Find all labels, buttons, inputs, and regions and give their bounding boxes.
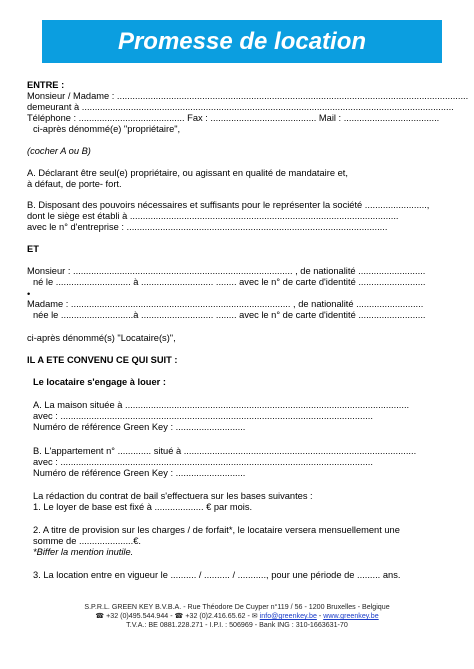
convenu-heading: IL A ETE CONVENU CE QUI SUIT : [27, 355, 178, 365]
owner-designation: ci-après dénommé(e) "propriétaire", [33, 124, 181, 134]
rent-line: 1. Le loyer de base est fixé à ................... € par mois. [33, 502, 253, 512]
footer-phone: ☎ +32 (0)495.544.944 - ☎ +32 (0)2.416.65.62 - ✉ [95, 612, 260, 620]
option-b-line-2: dont le siège est établi à ........................................................................................................ [27, 211, 399, 221]
footer-separator: - [316, 612, 324, 620]
title-banner [42, 20, 442, 63]
footer-contact-line [0, 612, 474, 621]
footer-email-link[interactable]: info@greenkey.be [259, 612, 317, 620]
owner-name-line: Monsieur / Madame : ........................................................................................................................................ [27, 91, 469, 101]
choose-option-note: (cocher A ou B) [27, 146, 91, 156]
footer-registration-line: T.V.A.: BE 0881.228.271 - I.P.I. : 506969 - Bank ING : 310-1663631-70 [126, 621, 348, 629]
house-line-2: avec : ......................................................................................................................... [33, 411, 373, 421]
provision-line-1: 2. A titre de provision sur les charges / de forfait*, le locataire versera mensuellement une [33, 525, 400, 535]
house-reference-line: Numéro de référence Green Key : ........................... [33, 422, 246, 432]
option-a-line-2: à défaut, de porte- fort. [27, 179, 122, 189]
option-b-line-1: B. Disposant des pouvoirs nécessaires et suffisants pour le représenter la société ........................, [27, 200, 430, 210]
apartment-reference-line: Numéro de référence Green Key : ........................... [33, 468, 246, 478]
apartment-line-1: B. L'appartement n° ............. situé à .......................................................................................... [33, 446, 417, 456]
tenant1-birth-line: né le ............................. à ............................ ........ avec le n° de carte d'identité .......................... [33, 277, 426, 287]
footer-company-address: S.P.R.L. GREEN KEY B.V.B.A. - Rue Théodore De Cuyper n°119 / 56 - 1200 Bruxelles - Belgique [84, 603, 390, 611]
lease-start-line: 3. La location entre en vigueur le .......... / .......... / ..........., pour une période de ......... ans. [33, 570, 401, 580]
option-a-line-1: A. Déclarant être seul(e) propriétaire, ou agissant en qualité de mandataire et, [27, 168, 348, 178]
strike-mention-note: *Biffer la mention inutile. [33, 547, 134, 557]
house-line-1: A. La maison située à .............................................................................................................. [33, 400, 410, 410]
option-b-line-3: avec le n° d'entreprise : ..................................................................................................... [27, 222, 388, 232]
footer-website-link[interactable]: www.greenkey.be [323, 612, 379, 620]
apartment-line-2: avec : ......................................................................................................................... [33, 457, 373, 467]
tenant-designation: ci-après dénommé(s) "Locataire(s)", [27, 333, 176, 343]
owner-address-line: demeurant à ................................................................................................................................................ [27, 102, 454, 112]
document-title: Promesse de location [117, 27, 367, 55]
redaction-line: La rédaction du contrat de bail s'effectuera sur les bases suivantes : [33, 491, 313, 501]
tenant2-name-line: Madame : ..................................................................................... , de nationalité .......................... [27, 299, 424, 309]
provision-line-2: somme de .....................€. [33, 536, 141, 546]
owner-contact-line: Téléphone : ......................................... Fax : ......................................... Mail : ..................................... [27, 113, 440, 123]
entre-heading: ENTRE : [27, 80, 65, 90]
et-heading: ET [27, 244, 39, 254]
tenant1-name-line: Monsieur : ..................................................................................... , de nationalité .......................... [27, 266, 426, 276]
bullet-mark: • [27, 289, 31, 299]
tenant2-birth-line: née le ............................à ............................ ........ avec le n° de carte d'identité .......................... [33, 310, 426, 320]
engage-heading: Le locataire s'engage à louer : [33, 377, 166, 387]
